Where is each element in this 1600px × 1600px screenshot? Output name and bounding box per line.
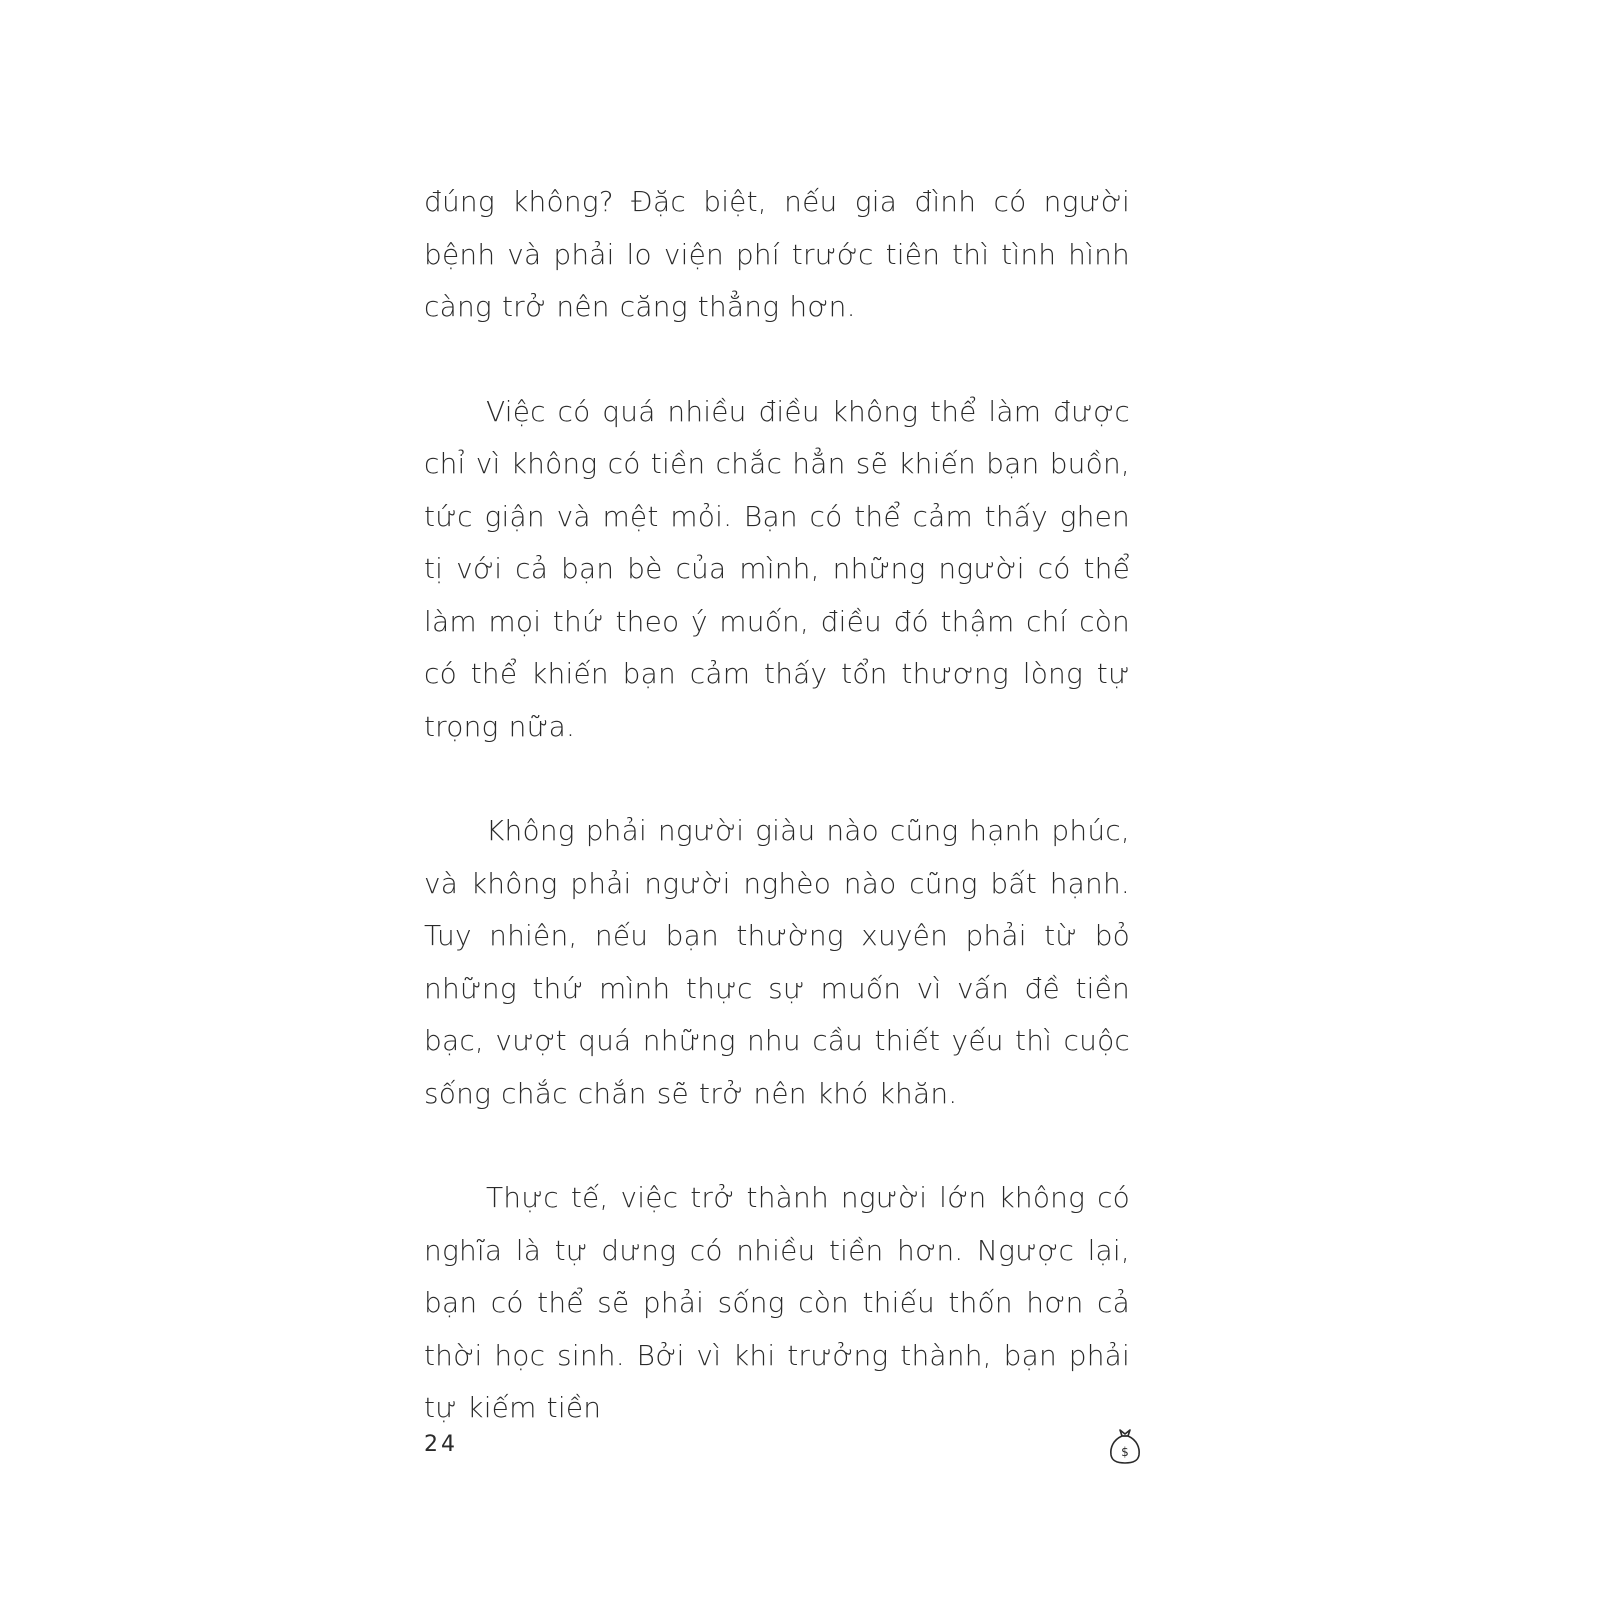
paragraph-frustration: Việc có quá nhiều điều không thể làm được chỉ vì không có tiền chắc hẳn sẽ khiến bạn buồn, tức giận và mệt mỏi. Bạn có thể cảm thấy ghen tị với cả bạn bè của mình, những người có thể làm mọi thứ theo ý muốn, điều đó thậm chí còn có thể khiến bạn cảm thấy tổn thương lòng tự trọng nữa. xyxy=(424,394,1130,743)
paragraph-continuation: đúng không? Đặc biệt, nếu gia đình có người bệnh và phải lo viện phí trước tiên thì tình hình càng trở nên căng thẳng hơn. xyxy=(424,185,1130,323)
page-number: 24 xyxy=(424,1432,458,1457)
paragraph-adulthood: Thực tế, việc trở thành người lớn không có nghĩa là tự dưng có nhiều tiền hơn. Ngược lại, bạn có thể sẽ phải sống còn thiếu thốn hơn cả thời học sinh. Bởi vì khi trưởng thành, bạn phải tự kiếm tiền xyxy=(424,1181,1130,1424)
paragraph-rich-poor: Không phải người giàu nào cũng hạnh phúc, và không phải người nghèo nào cũng bất hạnh. Tuy nhiên, nếu bạn thường xuyên phải từ bỏ những thứ mình thực sự muốn vì vấn đề tiền bạc, vượt quá những nhu cầu thiết yếu thì cuộc sống chắc chắn sẽ trở nên khó khăn. xyxy=(424,814,1130,1110)
body-text xyxy=(424,176,1130,1435)
money-bag-icon xyxy=(1107,1426,1143,1466)
svg-text:$: $ xyxy=(1121,1445,1129,1459)
